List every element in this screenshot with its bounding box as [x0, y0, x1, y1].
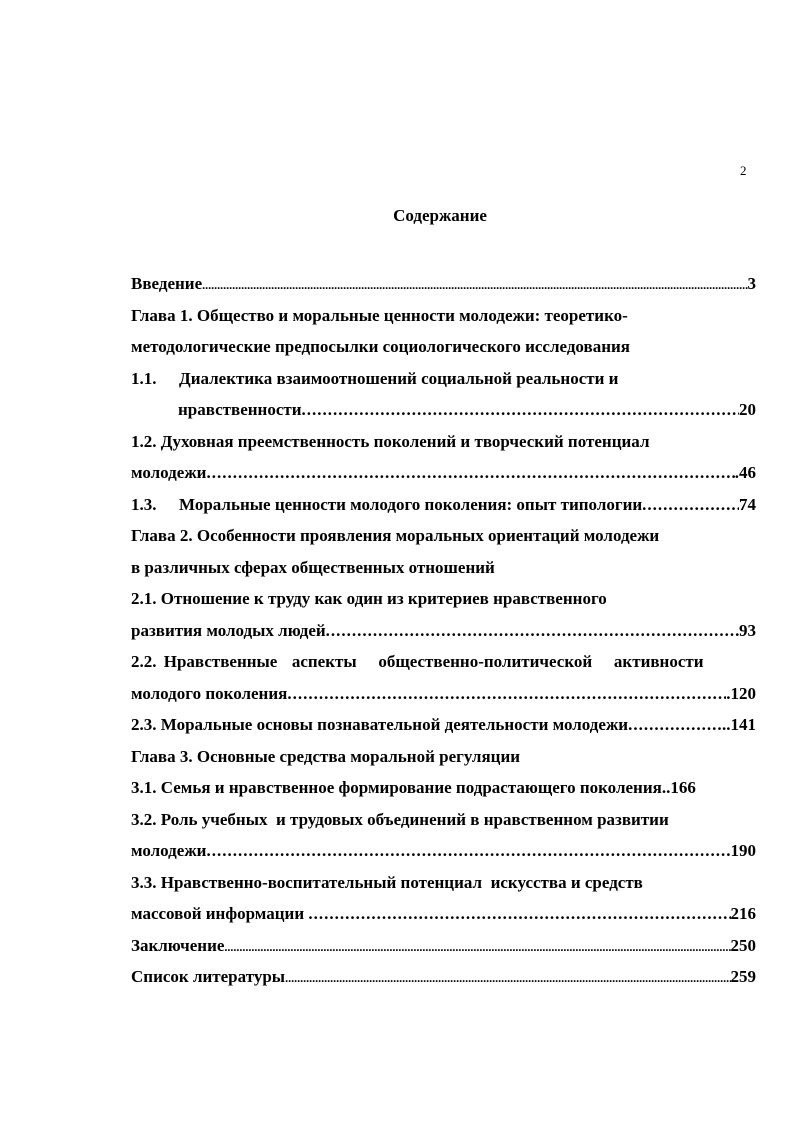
page-title: Содержание: [393, 206, 487, 225]
toc-section-3-2-line-1[interactable]: [131, 808, 756, 840]
toc-section-title: молодежи: [131, 463, 207, 482]
table-of-contents: [131, 272, 756, 997]
toc-chapter-1-line-1[interactable]: [131, 304, 756, 336]
toc-section-title: 3.3. Нравственно-воспитательный потенциал искусства и средств: [131, 872, 643, 892]
dot-leader: [206, 461, 734, 493]
toc-chapter-title: Глава 2. Особенности проявления моральных ориентаций молодежи: [131, 526, 660, 545]
toc-section-title: Моральные ценности молодого поколения: опыт типологии: [179, 494, 643, 514]
toc-section-3-3-line-1[interactable]: [131, 871, 756, 903]
toc-section-title: 1.2. Духовная преемственность поколений и творческий потенциал: [131, 431, 650, 451]
toc-chapter-2-line-1[interactable]: [131, 524, 756, 556]
toc-chapter-title: методологические предпосылки социологического исследования: [131, 337, 630, 356]
toc-section-title: нравственности: [178, 400, 302, 419]
toc-entry-page: .120: [726, 683, 756, 703]
toc-entry-page: .46: [734, 463, 756, 482]
toc-entry-page: 20: [739, 400, 756, 419]
toc-entry-intro[interactable]: [131, 272, 756, 304]
dot-leader: [302, 398, 739, 430]
toc-section-title: 3.2. Роль учебных и трудовых объединений в нравственном развитии: [131, 809, 669, 829]
page-number: 2: [740, 163, 747, 178]
dot-leader: [206, 839, 730, 871]
toc-section-number: 1.3.: [131, 494, 157, 514]
dot-leader: [287, 682, 726, 714]
dot-leader: [642, 493, 739, 525]
toc-chapter-3[interactable]: [131, 745, 756, 777]
toc-section-3-1[interactable]: [131, 776, 756, 808]
dot-leader: [285, 965, 730, 997]
toc-section-1-1-line-1[interactable]: [131, 367, 756, 399]
toc-entry-page: 250: [730, 935, 756, 955]
toc-section-title: 3.1. Семья и нравственное формирование подрастающего поколения: [131, 778, 662, 797]
toc-entry-bibliography[interactable]: [131, 965, 756, 997]
toc-section-title: развития молодых людей: [131, 620, 326, 640]
toc-section-1-2-line-2[interactable]: [131, 461, 756, 493]
toc-section-title: 2.2. Нравственные аспекты общественно-политической активности: [131, 652, 704, 671]
toc-section-title: молодежи: [131, 841, 207, 860]
toc-section-1-2-line-1[interactable]: [131, 430, 756, 462]
toc-chapter-title: в различных сферах общественных отношений: [131, 557, 495, 577]
toc-entry-title: Введение: [131, 274, 203, 293]
toc-section-1-3[interactable]: [131, 493, 756, 525]
dot-leader: [308, 902, 730, 934]
toc-chapter-2-line-2[interactable]: [131, 556, 756, 588]
toc-entry-title: Список литературы: [131, 967, 286, 986]
toc-section-title: 2.1. Отношение к труду как один из критериев нравственного: [131, 589, 607, 608]
toc-entry-page: 93: [739, 620, 756, 640]
toc-section-title: Диалектика взаимоотношений социальной реальности и: [179, 368, 619, 388]
dot-leader: [224, 934, 730, 966]
toc-section-title: массовой информации: [131, 904, 309, 923]
toc-chapter-1-line-2[interactable]: [131, 335, 756, 367]
toc-entry-page: 3: [747, 274, 756, 293]
dot-leader: [326, 619, 739, 651]
toc-entry-page: ..141: [722, 715, 756, 734]
toc-section-2-1-line-2[interactable]: [131, 619, 756, 651]
toc-entry-page: 216: [730, 904, 756, 923]
toc-entry-page: 190: [730, 841, 756, 860]
toc-entry-page: 74: [739, 494, 756, 514]
toc-section-1-1-line-2[interactable]: [131, 398, 756, 430]
toc-entry-conclusion[interactable]: [131, 934, 756, 966]
toc-chapter-title: Глава 1. Общество и моральные ценности молодежи: теоретико-: [131, 305, 628, 325]
toc-section-3-3-line-2[interactable]: [131, 902, 756, 934]
toc-section-2-2-line-2[interactable]: [131, 682, 756, 714]
dot-leader: [628, 713, 722, 745]
toc-chapter-title: Глава 3. Основные средства моральной регуляции: [131, 746, 521, 766]
dot-leader: [202, 272, 747, 304]
toc-entry-title: Заключение: [131, 935, 225, 955]
toc-section-2-3[interactable]: [131, 713, 756, 745]
toc-section-title: молодого поколения: [131, 683, 288, 703]
toc-section-title: 2.3. Моральные основы познавательной деятельности молодежи: [131, 715, 629, 734]
toc-section-3-2-line-2[interactable]: [131, 839, 756, 871]
toc-section-2-1-line-1[interactable]: [131, 587, 756, 619]
toc-section-2-2-line-1[interactable]: [131, 650, 756, 682]
toc-section-number: 1.1.: [131, 368, 157, 388]
toc-entry-page: ..166: [661, 778, 696, 797]
toc-entry-page: 259: [730, 967, 756, 986]
